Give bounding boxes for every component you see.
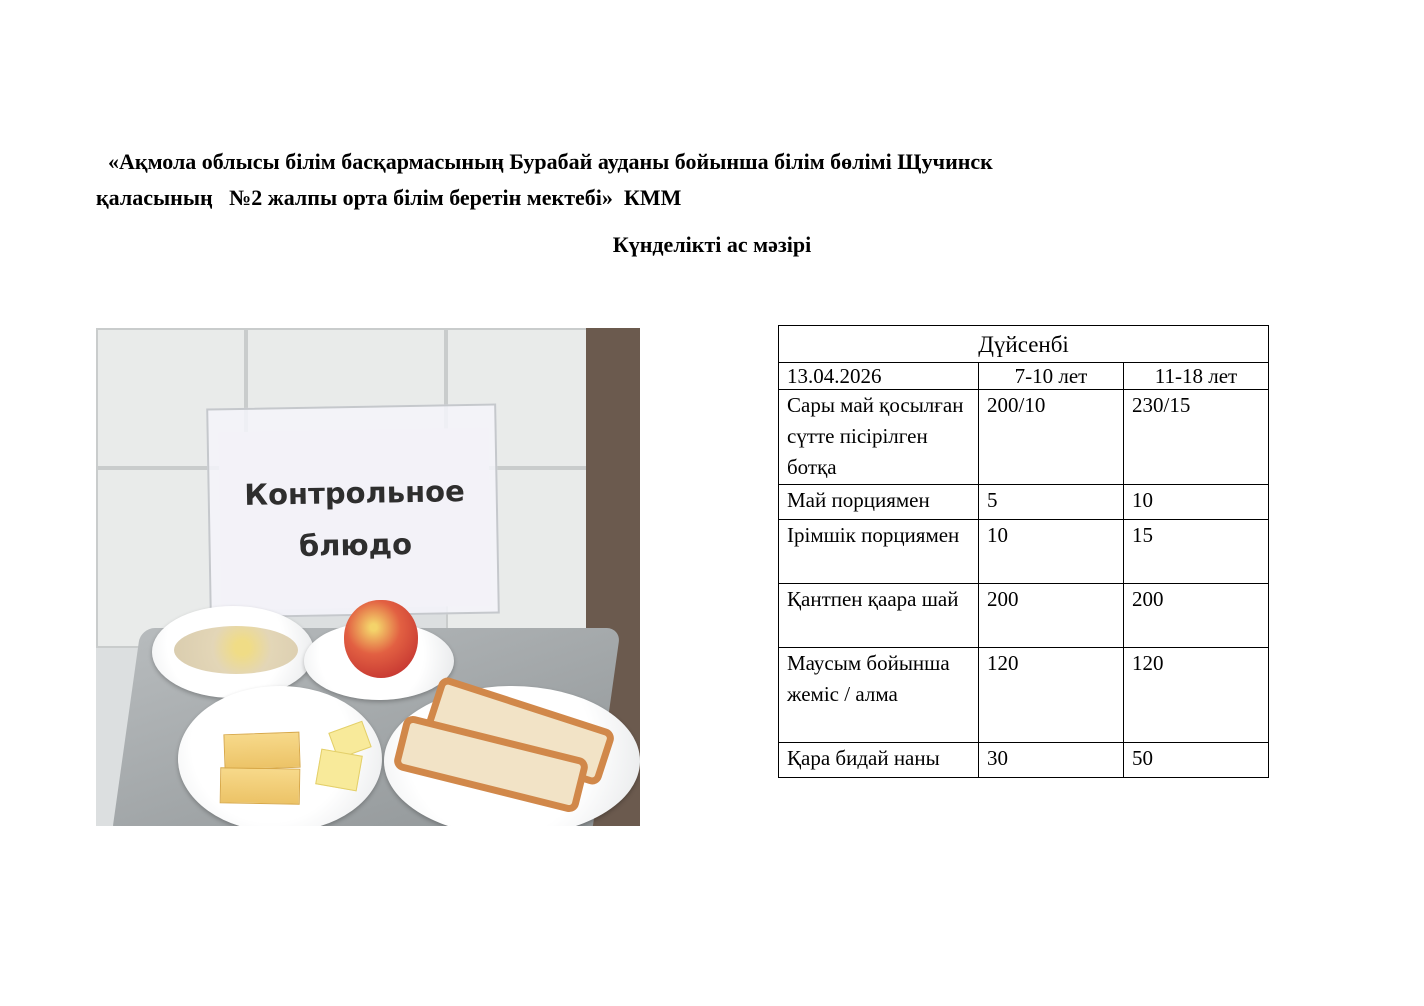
sign-line2: блюдо <box>298 527 413 563</box>
porridge <box>174 626 298 674</box>
day-name: Дүйсенбі <box>779 326 1269 363</box>
table-row <box>779 485 1269 520</box>
dish-name: Ірімшік порциямен <box>779 520 979 584</box>
portion-11-18: 230/15 <box>1124 390 1269 485</box>
dish-name: Маусым бойынша жеміс / алма <box>779 648 979 743</box>
menu-date: 13.04.2026 <box>779 363 979 390</box>
portion-11-18: 50 <box>1124 743 1269 778</box>
table-row <box>779 390 1269 485</box>
portion-7-10: 200/10 <box>979 390 1124 485</box>
menu-title: Күнделікті ас мәзірі <box>612 232 812 257</box>
portion-11-18: 15 <box>1124 520 1269 584</box>
portion-11-18: 10 <box>1124 485 1269 520</box>
dish-name: Сары май қосылған сүтте пісірілген ботқа <box>779 390 979 485</box>
portion-7-10: 120 <box>979 648 1124 743</box>
dish-name: Қара бидай наны <box>779 743 979 778</box>
cheese-slice <box>223 732 300 771</box>
dish-name: Қантпен қаара шай <box>779 584 979 648</box>
table-row <box>779 584 1269 648</box>
food-photo <box>96 328 640 826</box>
portion-7-10: 30 <box>979 743 1124 778</box>
school-header-line1: «Ақмола облысы білім басқармасының Бурабай ауданы бойынша білім бөлімі Щучинск <box>108 149 993 174</box>
school-header <box>96 144 1316 216</box>
school-header-line2: қаласының №2 жалпы орта білім беретін мектебі» КММ <box>96 185 682 210</box>
cheese-slice <box>220 767 301 804</box>
portion-7-10: 200 <box>979 584 1124 648</box>
butter <box>315 749 363 792</box>
menu-table <box>778 325 1269 778</box>
table-row <box>779 648 1269 743</box>
table-row <box>779 520 1269 584</box>
portion-7-10: 5 <box>979 485 1124 520</box>
dish-name: Май порциямен <box>779 485 979 520</box>
portion-11-18: 120 <box>1124 648 1269 743</box>
table-header-row <box>779 363 1269 390</box>
control-dish-sign <box>218 428 491 611</box>
apple <box>344 600 418 678</box>
col-header-7-10: 7-10 лет <box>979 363 1124 390</box>
portion-7-10: 10 <box>979 520 1124 584</box>
portion-11-18: 200 <box>1124 584 1269 648</box>
sign-line1: Контрольное <box>244 474 466 512</box>
col-header-11-18: 11-18 лет <box>1124 363 1269 390</box>
table-row <box>779 743 1269 778</box>
